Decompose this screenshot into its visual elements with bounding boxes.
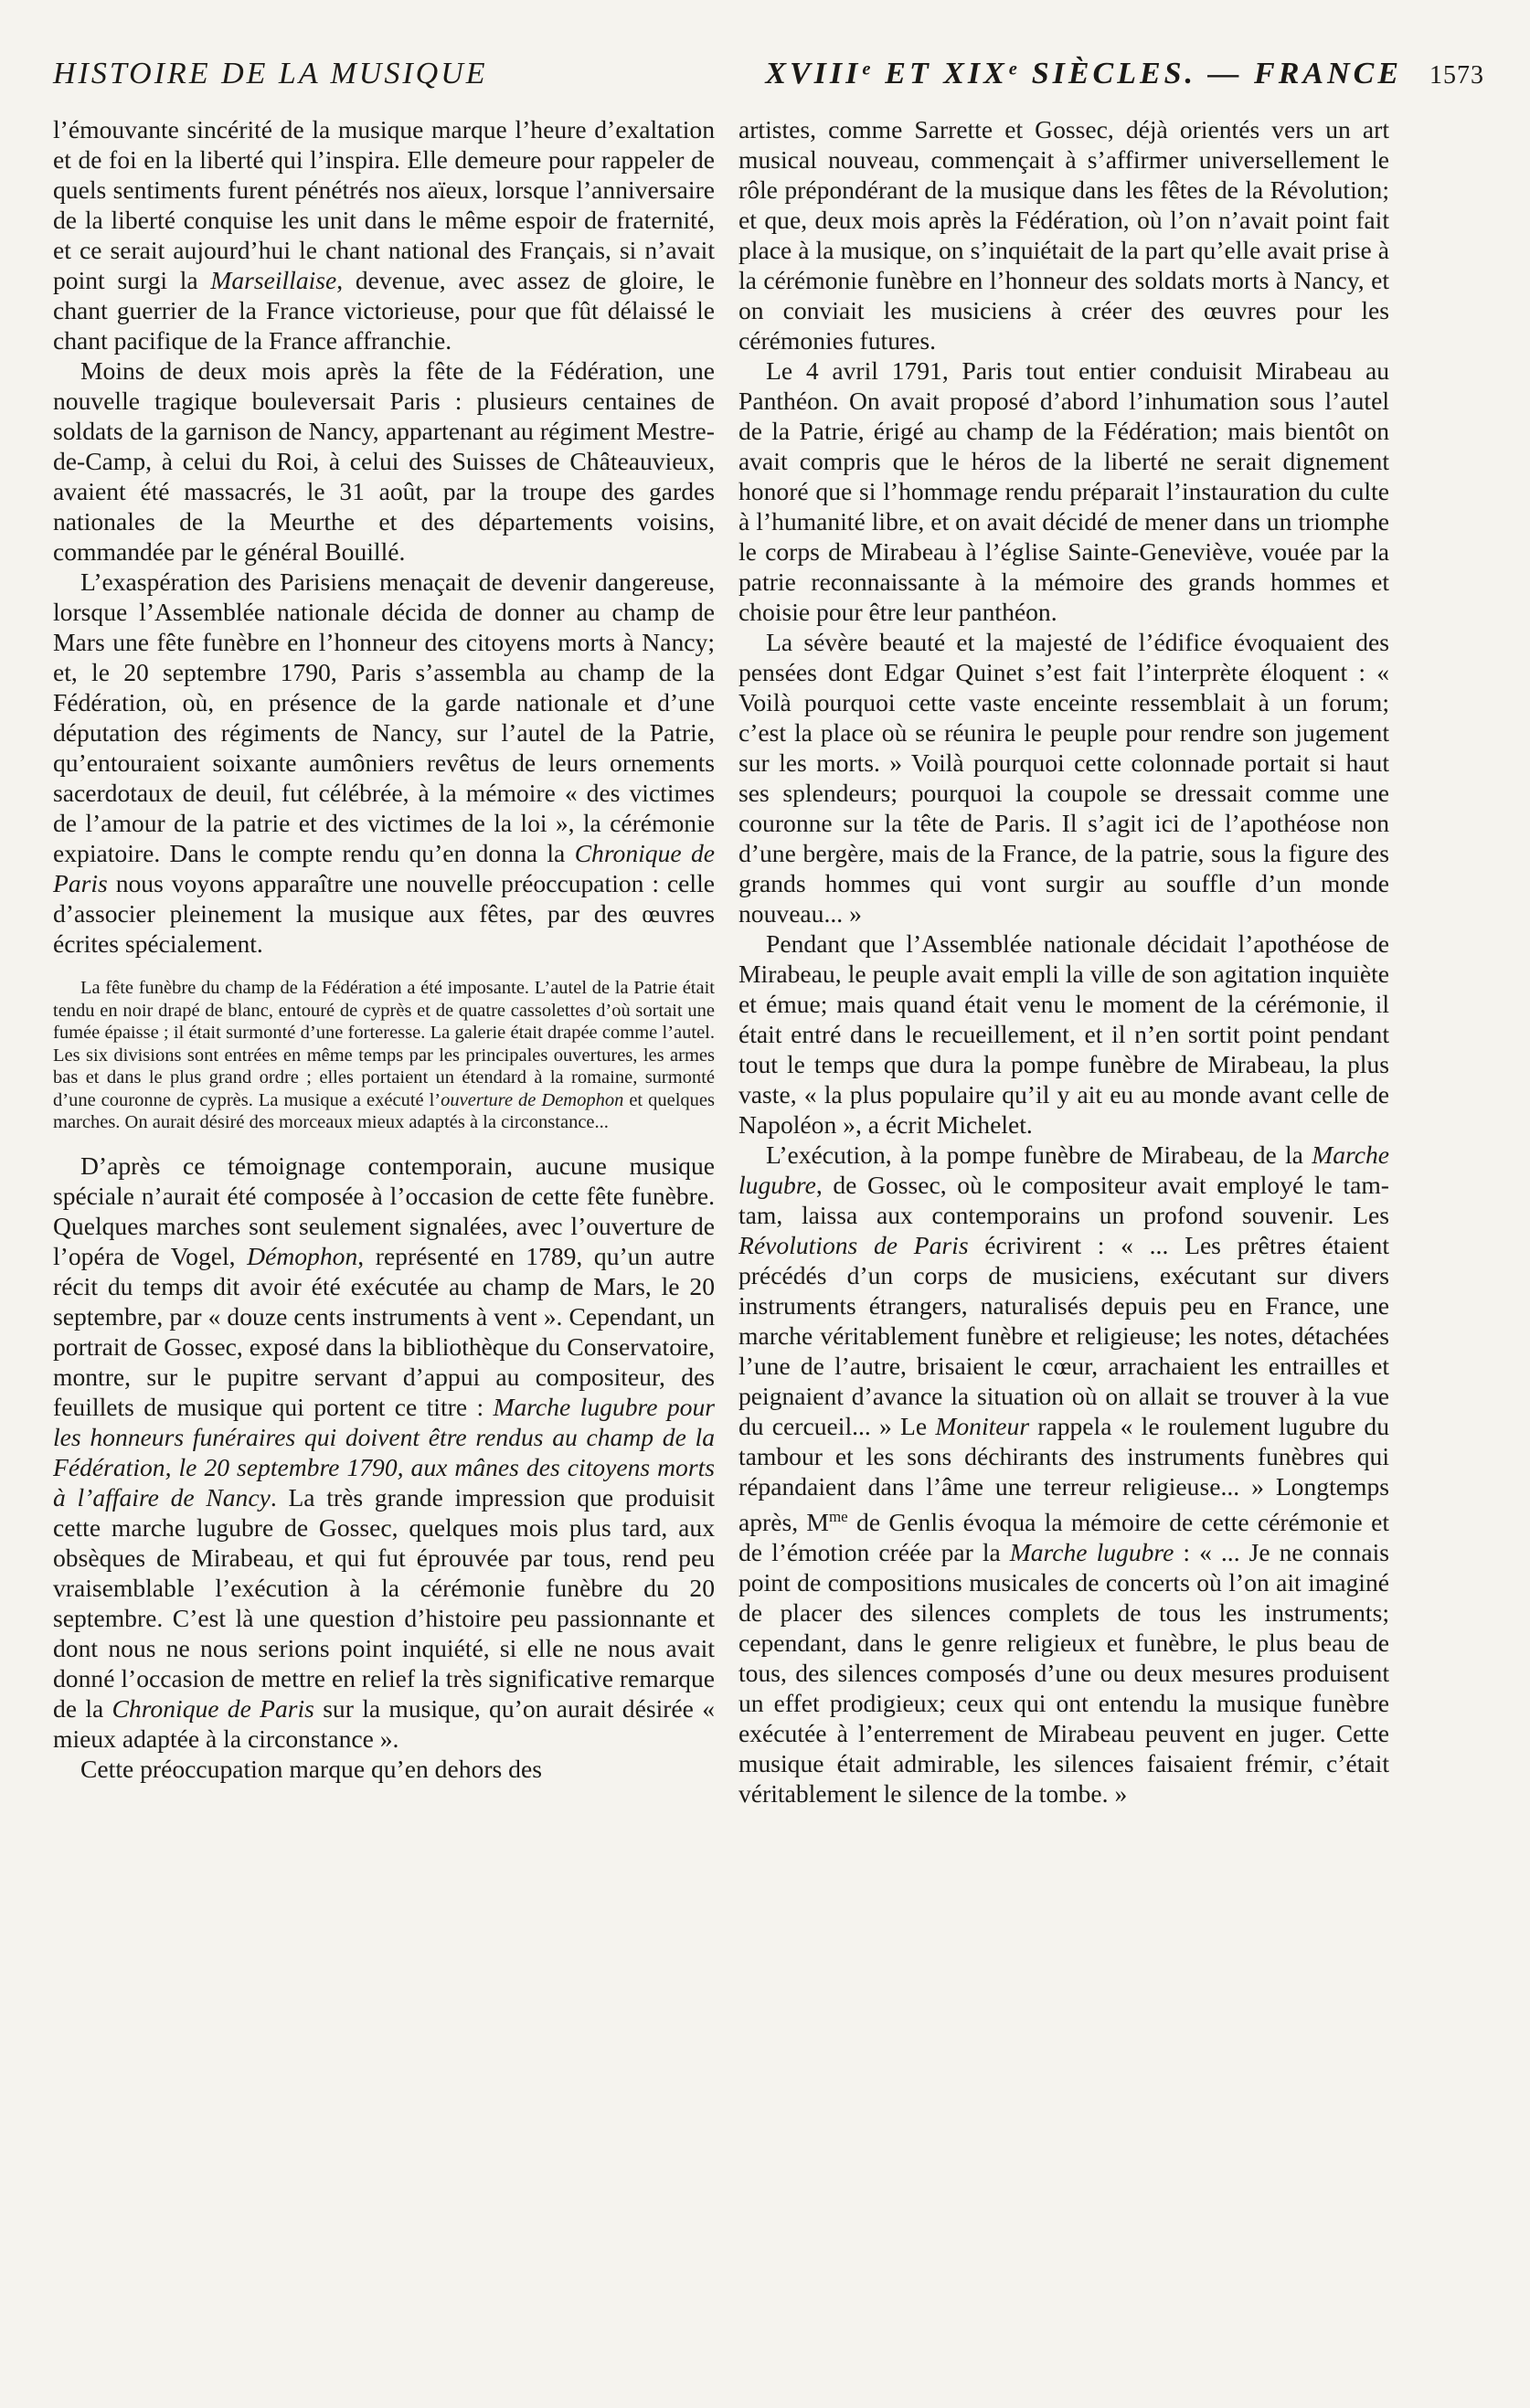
- paragraph: l’émouvante sincérité de la musique marque l’heure d’exaltation et de foi en la liberté qui l’inspira. Elle demeure pour rappeler de quels sentiments furent pénétrés nos aïeux, lorsque l’anniversaire de la liberté conquise les unit dans le même espoir de fraternité, et ce serait aujourd’hui le chant national des Français, si n’avait point surgi la Marseillaise, devenue, avec assez de gloire, le chant guerrier de la France victorieuse, pour que fût délaissé le chant pacifique de la France affranchie.: [53, 115, 715, 355]
- paragraph: artistes, comme Sarrette et Gossec, déjà orientés vers un art musical nouveau, commençait à s’affirmer universellement le rôle prépondérant de la musique dans les fêtes de la Révolution; et que, deux mois après la Fédération, où l’on n’avait point fait place à la musique, on s’inquiétait de la part qu’elle avait prise à la cérémonie funèbre en l’honneur des soldats morts à Nancy, et on conviait les musiciens à créer des œuvres pour les cérémonies futures.: [738, 115, 1389, 355]
- paragraph: Cette préoccupation marque qu’en dehors des: [80, 1754, 542, 1783]
- paragraph: Le 4 avril 1791, Paris tout entier conduisit Mirabeau au Panthéon. On avait proposé d’abord l’inhumation sous l’autel de la Patrie, érigé au champ de la Fédération; mais bientôt on avait compris que le héros de la liberté ne serait dignement honoré que si l’hommage rendu préparait l’instauration du culte à l’humanité libre, et on avait décidé de mener dans un triomphe le corps de Mirabeau à l’église Sainte-Geneviève, vouée par la patrie reconnaissante à la mémoire des grands hommes et choisie pour être leur panthéon.: [738, 356, 1389, 626]
- paragraph: L’exécution, à la pompe funèbre de Mirabeau, de la Marche lugubre, de Gossec, où le compositeur avait employé le tam-tam, laissa aux contemporains un profond souvenir. Les Révolutions de Paris écrivirent : « ... Les prêtres étaient précédés d’un corps de musiciens, exécutant sur divers instruments étrangers, naturalisés depuis peu en France, une marche véritablement funèbre et religieuse; les notes, détachées l’une de l’autre, brisaient le cœur, arrachaient les entrailles et peignaient d’avance la situation où on allait se trouver à la vue du cercueil... » Le Moniteur rappela « le roulement lugubre du tambour et les sons déchirants des instruments funèbres qui répandaient dans l’âme une terreur religieuse... » Longtemps après, $M^{me}$ de Genlis évoqua la mémoire de cette cérémonie et de l’émotion créée par la Marche lugubre : « ... Je ne connais point de compositions musicales de concerts où l’on ait imaginé de placer des silences complets de tous les instruments; cependant, dans le genre religieux et funèbre, le plus beau de tous, des silences composés d’une ou deux mesures produisent un effet prodigieux; ceux qui ont entendu la musique funèbre exécutée à l’enterrement de Mirabeau peuvent en juger. Cette musique était admirable, les silences faisaient frémir, c’était véritablement le silence de la tombe. »: [738, 1140, 1390, 1809]
- paragraph: L’exaspération des Parisiens menaçait de devenir dangereuse, lorsque l’Assemblée nationale décida de donner au champ de Mars une fête funèbre en l’honneur des citoyens morts à Nancy; et, le 20 septembre 1790, Paris s’assembla au champ de la Fédération, où, en présence de la garde nationale et d’une députation des régiments de Nancy, sur l’autel de la Patrie, qu’entouraient soixante aumôniers revêtus de leurs ornements sacerdotaux de deuil, fut célébrée, à la mémoire « des victimes de l’amour de la patrie et des victimes de la loi », la cérémonie expiatoire. Dans le compte rendu qu’en donna la Chronique de Paris nous voyons apparaître une nouvelle préoccupation : celle d’associer pleinement la musique aux fêtes, par des œuvres écrites spécialement.: [53, 568, 716, 958]
- page-number: 1573: [1429, 61, 1484, 90]
- header-section-title: XVIIIᵉ ET XIXᵉ SIÈCLES. — FRANCE: [765, 57, 1402, 90]
- quoted-note: La fête funèbre du champ de la Fédération a été imposante. L’autel de la Patrie était tendu en noir drapé de blanc, entouré de cyprès et de quatre cassolettes d’où sortait une fumée épaisse ; il était surmonté d’une forteresse. La galerie était drapée comme l’autel. Les six divisions sont entrées en même temps par les principales ouvertures, les armes bas et dans le plus grand ordre ; elles portaient un étendard à la romaine, surmonté d’une couronne de cyprès. La musique a exécuté l’ouverture de Demophon et quelques marches. On aurait désiré des morceaux mieux adaptés à la circonstance...: [53, 978, 715, 1132]
- right-column: [738, 114, 1389, 1809]
- paragraph: Moins de deux mois après la fête de la Fédération, une nouvelle tragique bouleversait Paris : plusieurs centaines de soldats de la garnison de Nancy, appartenant au régiment Mestre-de-Camp, à celui du Roi, à celui des Suisses de Châteauvieux, avaient été massacrés, le 31 août, par la troupe des gardes nationales de la Meurthe et des départements voisins, commandée par le général Bouillé.: [53, 356, 715, 566]
- paragraph: La sévère beauté et la majesté de l’édifice évoquaient des pensées dont Edgar Quinet s’est fait l’interprète éloquent : « Voilà pourquoi cette vaste enceinte ressemblait à un forum; c’est la place où se réunira le peuple pour rendre son jugement sur les morts. » Voilà pourquoi cette colonnade portait si haut ses splendeurs; pourquoi la coupole se dressait comme une couronne sur la tête de Paris. Il s’agit ici de l’apothéose non d’une bergère, mais de la France, de la patrie, sous la figure des grands hommes qui vont surgir au souffle d’un monde nouveau... »: [738, 628, 1389, 928]
- header-book-title: HISTOIRE DE LA MUSIQUE: [53, 57, 488, 90]
- running-header: [53, 57, 1484, 110]
- paragraph: D’après ce témoignage contemporain, aucune musique spéciale n’aurait été composée à l’occasion de cette fête funèbre. Quelques marches sont seulement signalées, avec l’ouverture de l’opéra de Vogel, Démophon, représenté en 1789, qu’un autre récit du temps dit avoir été exécutée au champ de Mars, le 20 septembre, par « douze cents instruments à vent ». Cependant, un portrait de Gossec, exposé dans la bibliothèque du Conservatoire, montre, sur le pupitre servant d’appui au compositeur, des feuillets de musique qui portent ce titre : Marche lugubre pour les honneurs funéraires qui doivent être rendus au champ de la Fédération, le 20 septembre 1790, aux mânes des citoyens morts à l’affaire de Nancy. La très grande impression que produisit cette marche lugubre de Gossec, quelques mois plus tard, aux obsèques de Mirabeau, et qui fut éprouvée par tous, rend peu vraisemblable l’exécution à la cérémonie funèbre du 20 septembre. C’est là une question d’histoire peu passionnante et dont nous ne nous serions point inquiété, si elle ne nous avait donné l’occasion de mettre en relief la très significative remarque de la Chronique de Paris sur la musique, qu’on aurait désirée « mieux adaptée à la circonstance ».: [53, 1151, 716, 1753]
- left-column: [53, 114, 715, 1784]
- paragraph: Pendant que l’Assemblée nationale décidait l’apothéose de Mirabeau, le peuple avait empli la ville de son agitation inquiète et émue; mais quand était venu le moment de la cérémonie, il était entré dans le recueillement, et il n’en sortit point pendant tout le temps que dura la pompe funèbre de Mirabeau, la plus vaste, « la plus populaire qu’il y ait eu au monde avant celle de Napoléon », a écrit Michelet.: [738, 929, 1389, 1139]
